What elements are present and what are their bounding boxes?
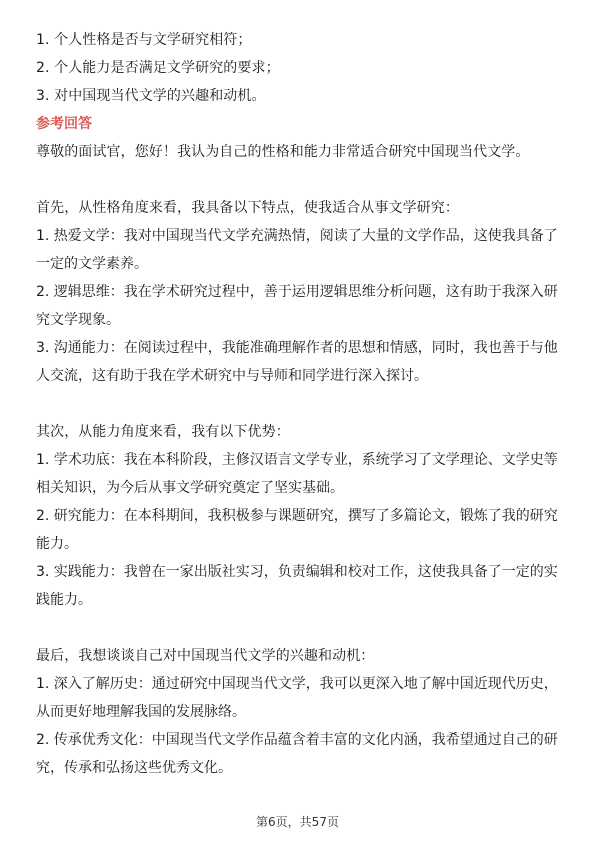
section-lead: 最后，我想谈谈自己对中国现当代文学的兴趣和动机： — [36, 648, 375, 664]
intro-list-item: 3. 对中国现当代文学的兴趣和动机。 — [36, 88, 266, 104]
intro-list-item: 1. 个人性格是否与文学研究相符； — [36, 32, 252, 48]
section-lead: 首先，从性格角度来看，我具备以下特点，使我适合从事文学研究： — [36, 200, 459, 216]
document-body — [36, 26, 560, 782]
section-list-item: 2. 研究能力：在本科期间，我积极参与课题研究，撰写了多篇论文，锻炼了我的研究能力。 — [36, 508, 558, 552]
section-lead: 其次，从能力角度来看，我有以下优势： — [36, 424, 290, 440]
section-list-item: 3. 实践能力：我曾在一家出版社实习，负责编辑和校对工作，这使我具备了一定的实践能力。 — [36, 564, 558, 608]
section-list-item: 1. 热爱文学：我对中国现当代文学充满热情，阅读了大量的文学作品，这使我具备了一定的文学素养。 — [36, 228, 558, 272]
section-list-item: 1. 深入了解历史：通过研究中国现当代文学，我可以更深入地了解中国近现代历史，从而更好地理解我国的发展脉络。 — [36, 676, 558, 720]
section-list-item: 2. 传承优秀文化：中国现当代文学作品蕴含着丰富的文化内涵，我希望通过自己的研究，传承和弘扬这些优秀文化。 — [36, 732, 558, 776]
paragraph-gap — [36, 614, 560, 642]
intro-list-item: 2. 个人能力是否满足文学研究的要求； — [36, 60, 280, 76]
page-number-footer: 第6页，共57页 — [256, 815, 339, 829]
section-list-item: 3. 沟通能力：在阅读过程中，我能准确理解作者的思想和情感，同时，我也善于与他人交流，这有助于我在学术研究中与导师和同学进行深入探讨。 — [36, 340, 558, 384]
answer-heading: 参考回答 — [36, 116, 92, 132]
section-list-item: 2. 逻辑思维：我在学术研究过程中，善于运用逻辑思维分析问题，这有助于我深入研究文学现象。 — [36, 284, 558, 328]
greeting-paragraph: 尊敬的面试官，您好！我认为自己的性格和能力非常适合研究中国现当代文学。 — [36, 144, 530, 160]
section-list-item: 1. 学术功底：我在本科阶段，主修汉语言文学专业，系统学习了文学理论、文学史等相关知识，为今后从事文学研究奠定了坚实基础。 — [36, 452, 558, 496]
paragraph-gap — [36, 166, 560, 194]
paragraph-gap — [36, 390, 560, 418]
